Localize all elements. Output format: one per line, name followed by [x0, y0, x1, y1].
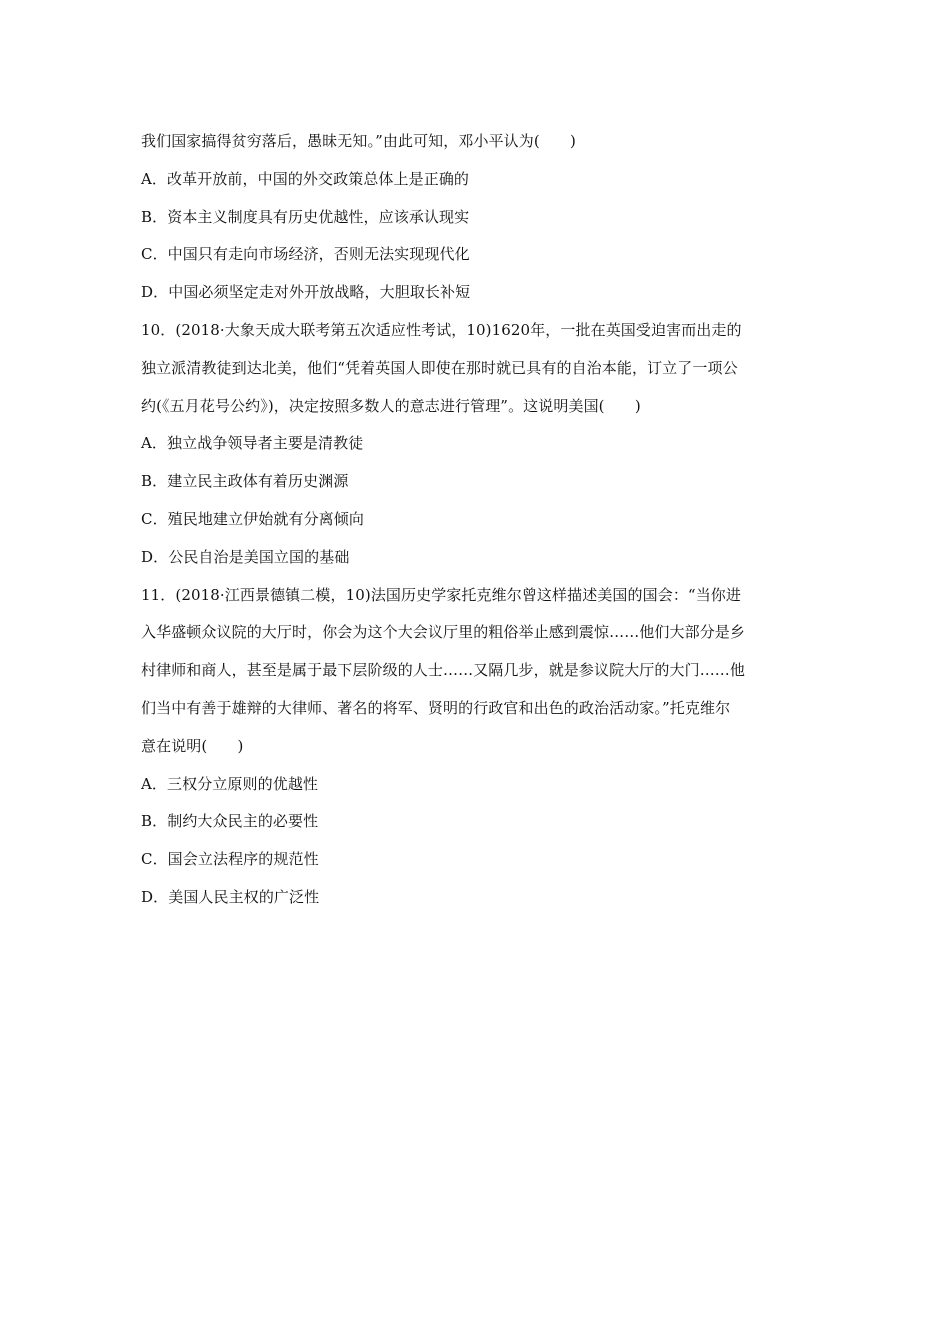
- document-page: [141, 123, 821, 917]
- question-10: [141, 312, 821, 577]
- question-11-option-b: B．制约大众民主的必要性: [141, 812, 319, 831]
- question-11-stem-line: 村律师和商人，甚至是属于最下层阶级的人士……又隔几步，就是参议院大厅的大门……他: [141, 661, 746, 680]
- question-9-option-c: C．中国只有走向市场经济，否则无法实现现代化: [141, 245, 470, 264]
- question-11-stem-line: 入华盛顿众议院的大厅时，你会为这个大会议厅里的粗俗举止感到震惊……他们大部分是乡: [141, 623, 746, 642]
- question-10-stem-line: 独立派清教徒到达北美，他们“凭着英国人即使在那时就已具有的自治本能，订立了一项公: [141, 358, 738, 377]
- question-9-option-a: A．改革开放前，中国的外交政策总体上是正确的: [141, 169, 470, 188]
- question-10-stem-line: 约(《五月花号公约》)，决定按照多数人的意志进行管理”。这说明美国( ): [141, 396, 641, 415]
- question-9-option-b: B．资本主义制度具有历史优越性，应该承认现实: [141, 207, 470, 226]
- question-11-option-c: C．国会立法程序的规范性: [141, 850, 319, 869]
- question-9-stem-tail: 我们国家搞得贫穷落后，愚昧无知。”由此可知，邓小平认为( ): [141, 132, 576, 150]
- question-10-option-a: A．独立战争领导者主要是清教徒: [141, 434, 364, 453]
- question-11-stem-line: 11．(2018·江西景德镇二模，10)法国历史学家托克维尔曾这样描述美国的国会：“当你进: [141, 585, 741, 604]
- question-10-option-b: B．建立民主政体有着历史渊源: [141, 472, 349, 491]
- question-10-stem-line: 10．(2018·大象天成大联考第五次适应性考试，10)1620年，一批在英国受迫害而出走的: [141, 320, 742, 339]
- question-11-stem-line: 意在说明( ): [141, 736, 244, 755]
- question-10-option-d: D．公民自治是美国立国的基础: [141, 547, 350, 566]
- question-9-option-d: D．中国必须坚定走对外开放战略，大胆取长补短: [141, 283, 471, 302]
- question-11: [141, 577, 821, 917]
- question-9: [141, 123, 821, 312]
- question-11-stem-line: 们当中有善于雄辩的大律师、著名的将军、贤明的行政官和出色的政治活动家。”托克维尔: [141, 698, 731, 717]
- question-11-option-d: D．美国人民主权的广泛性: [141, 887, 320, 906]
- question-11-option-a: A．三权分立原则的优越性: [141, 774, 319, 793]
- question-10-option-c: C．殖民地建立伊始就有分离倾向: [141, 509, 364, 528]
